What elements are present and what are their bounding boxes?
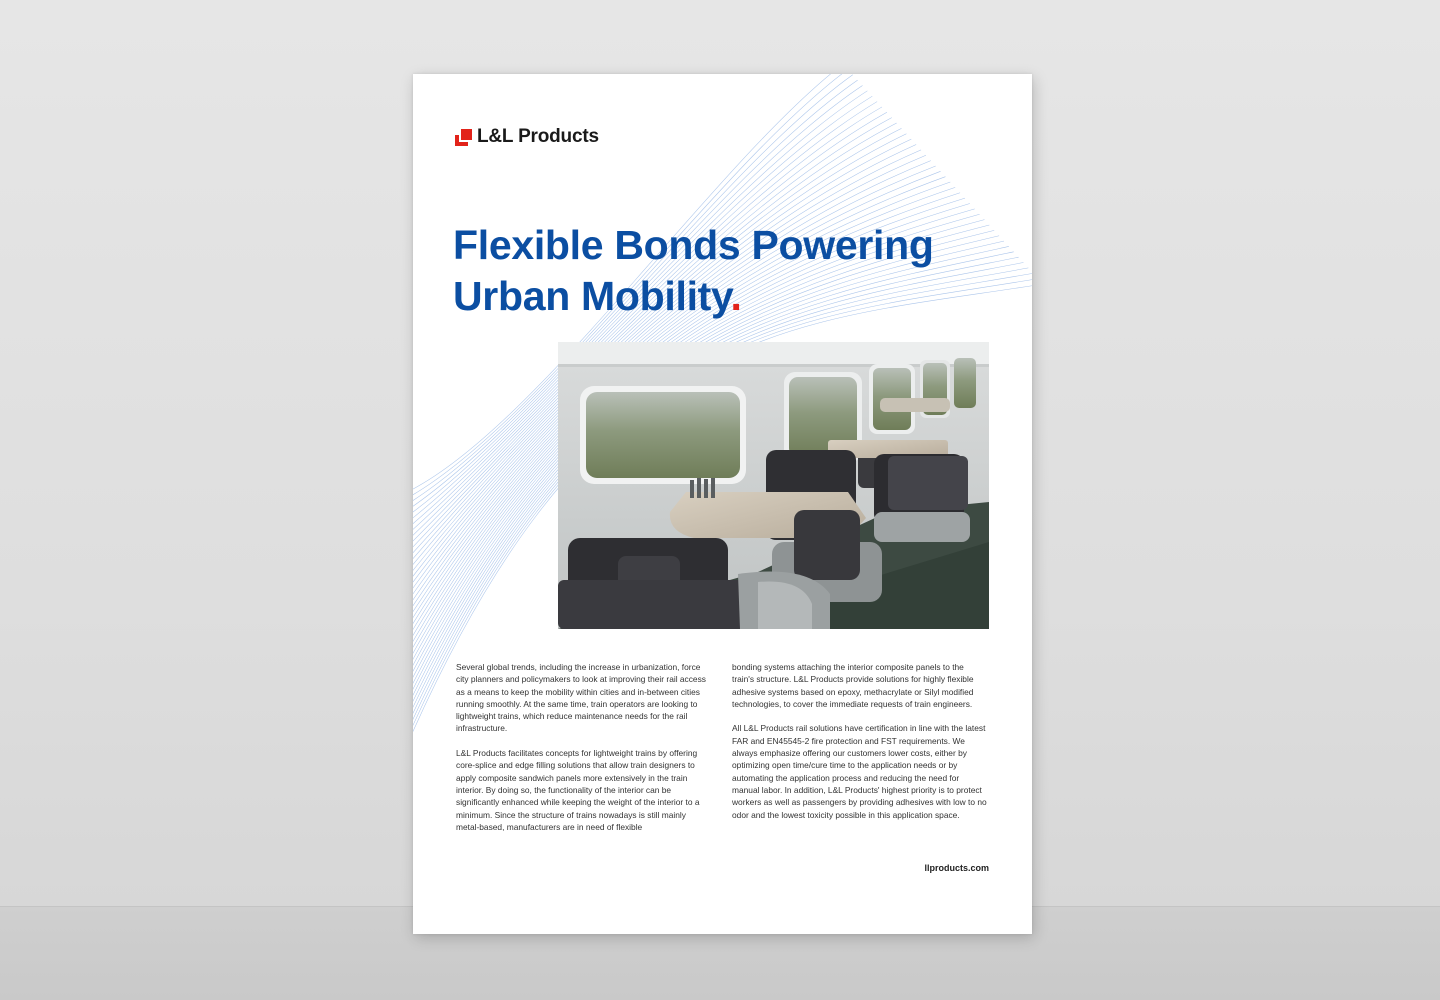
logo-text: L&L Products — [477, 126, 599, 147]
headline — [453, 220, 1013, 322]
logo-mark-icon — [455, 129, 472, 146]
headline-line-2: Urban Mobility — [453, 273, 731, 319]
paragraph: L&L Products facilitates concepts for lightweight trains by offering core-splice and edge filling solutions that allow train designers to apply composite sandwich panels more extensively in the train interior. By doing so, the functionality of the interior can be significantly enhanced while keeping the weight of the interior to a minimum. Since the structure of trains nowadays is still mainly metal-based, manufacturers are in need of flexible — [456, 748, 700, 832]
body-column-right — [732, 661, 987, 833]
headline-line-1: Flexible Bonds Powering — [453, 222, 934, 268]
paragraph: All L&L Products rail solutions have certification in line with the latest FAR and EN45545-2 fire protection and FST requirements. We always emphasize offering our customers lower costs, either by optimizing open time/cure time to the application needs or by automating the application process and reducing the need for manual labor. In addition, L&L Products' highest priority is to protect workers as well as passengers by providing adhesives with low to no odor and the lowest toxicity possible in this application space. — [732, 723, 987, 820]
paragraph: bonding systems attaching the interior composite panels to the train's structure. L&L Products provide solutions for highly flexible adhesive systems based on epoxy, methacrylate or Silyl modified technologies, to cover the immediate requests of train engineers. — [732, 662, 974, 709]
website-url[interactable]: llproducts.com — [924, 863, 989, 873]
logo — [455, 126, 599, 148]
headline-period: . — [730, 273, 742, 319]
body-column-left — [456, 661, 711, 845]
paragraph: Several global trends, including the increase in urbanization, force city planners and policymakers to look at improving their rail access as a means to keep the mobility within cities and in-between cities running smoothly. At the same time, train operators are looking to lightweight trains, which reduce maintenance needs for the rail infrastructure. — [456, 662, 706, 734]
brochure-page — [413, 74, 1032, 934]
train-interior-photo — [558, 342, 989, 629]
